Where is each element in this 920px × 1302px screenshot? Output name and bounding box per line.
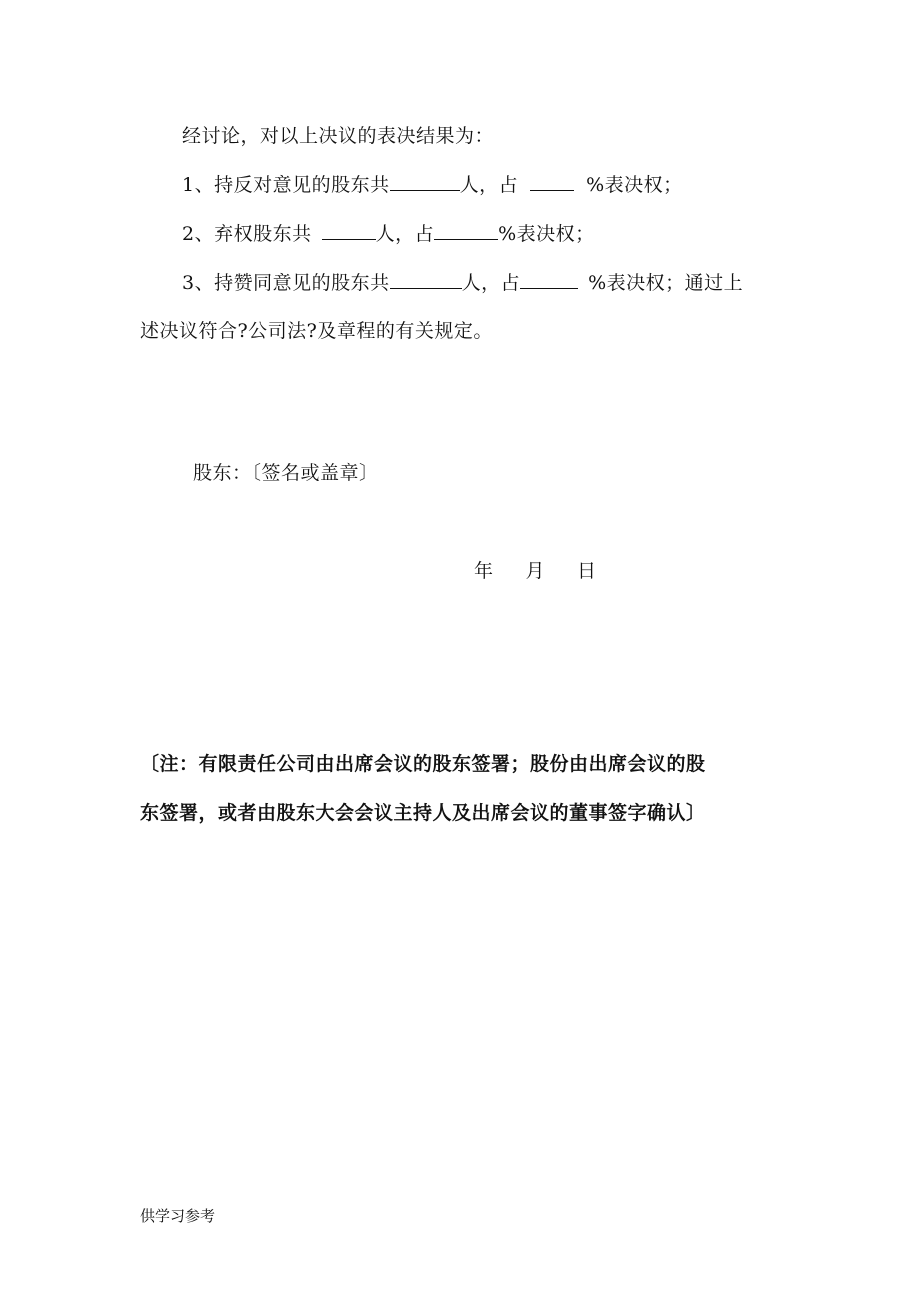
oppose-percent-blank bbox=[530, 172, 574, 191]
item-approve-suffix: %表决权；通过上 bbox=[588, 272, 744, 294]
abstain-percent-blank bbox=[434, 221, 498, 240]
item-approve-prefix: 3、持赞同意见的股东共 bbox=[182, 272, 390, 294]
approve-percent-blank bbox=[520, 270, 578, 289]
item-approve-mid: 人，占 bbox=[461, 272, 521, 294]
resolution-item-approve-continuation: 述决议符合?公司法?及章程的有关规定。 bbox=[140, 320, 493, 342]
resolution-intro: 经讨论，对以上决议的表决结果为： bbox=[182, 125, 495, 147]
item-oppose-mid: 人，占 bbox=[459, 174, 519, 196]
note-line-2: 东签署，或者由股东大会会议主持人及出席会议的董事签字确认〕 bbox=[140, 802, 706, 824]
date-month: 月 bbox=[525, 560, 546, 582]
page-footer: 供学习参考 bbox=[140, 1207, 216, 1225]
resolution-item-oppose bbox=[182, 172, 683, 197]
oppose-count-blank bbox=[390, 172, 460, 191]
item-oppose-suffix: %表决权； bbox=[586, 174, 683, 196]
signature-label: 股东：〔签名或盖章〕 bbox=[193, 462, 379, 484]
item-oppose-prefix: 1、持反对意见的股东共 bbox=[182, 174, 390, 196]
date-day: 日 bbox=[577, 560, 597, 582]
item-abstain-mid: 人，占 bbox=[375, 223, 435, 245]
item-abstain-prefix: 2、弃权股东共 bbox=[182, 223, 312, 245]
approve-count-blank bbox=[390, 270, 462, 289]
item-abstain-suffix: %表决权； bbox=[498, 223, 595, 245]
resolution-item-approve bbox=[182, 270, 743, 295]
date-year: 年 bbox=[474, 560, 494, 582]
resolution-item-abstain bbox=[182, 221, 595, 246]
signature-date bbox=[474, 559, 597, 583]
note-line-1: 〔注：有限责任公司由出席会议的股东签署；股份由出席会议的股 bbox=[140, 753, 706, 775]
abstain-count-blank bbox=[322, 221, 376, 240]
